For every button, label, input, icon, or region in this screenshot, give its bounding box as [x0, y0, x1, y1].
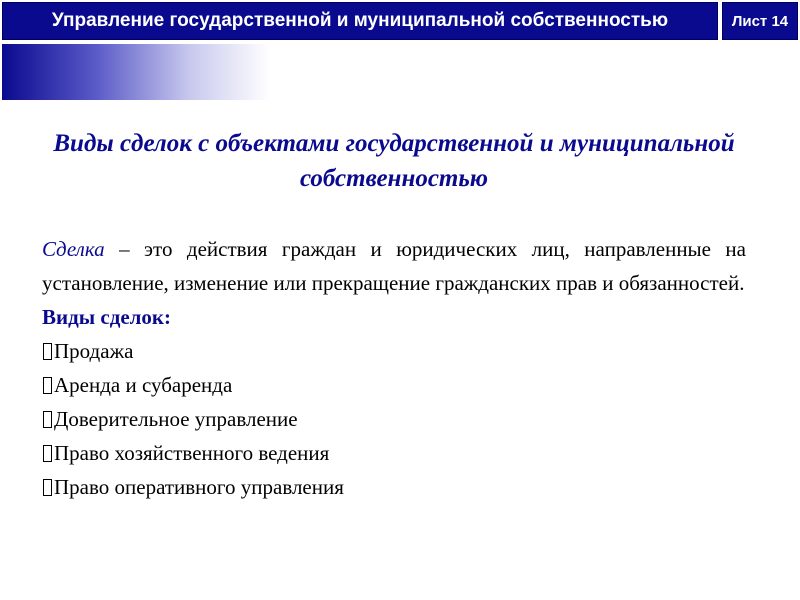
list-item-label: Доверительное управление [54, 407, 298, 431]
list-item-label: Право оперативного управления [54, 475, 344, 499]
square-bullet-icon [43, 411, 52, 428]
list-item [42, 334, 746, 368]
definition-paragraph [42, 232, 746, 300]
slide-content [42, 232, 746, 504]
definition-term: Сделка [42, 237, 105, 261]
list-item-label: Право хозяйственного ведения [54, 441, 330, 465]
list-item [42, 436, 746, 470]
slide-title: Виды сделок с объектами государственной и муниципальной собственностью [53, 130, 735, 192]
deal-types-list [42, 334, 746, 504]
square-bullet-icon [43, 343, 52, 360]
sheet-number-box [722, 2, 798, 40]
list-item-label: Продажа [54, 339, 134, 363]
sheet-number: Лист 14 [731, 12, 789, 30]
list-item [42, 368, 746, 402]
header-title: Управление государственной и муниципальной собственностью [51, 10, 669, 31]
square-bullet-icon [43, 479, 52, 496]
square-bullet-icon [43, 377, 52, 394]
list-item-label: Аренда и субаренда [54, 373, 233, 397]
definition-text: – это действия граждан и юридических лиц, направленные на установление, изменение или прекращение гражданских прав и обязанностей. [42, 237, 746, 295]
types-heading: Виды сделок: [42, 305, 172, 329]
decorative-gradient-bar [2, 44, 270, 100]
list-item [42, 470, 746, 504]
square-bullet-icon [43, 445, 52, 462]
list-item [42, 402, 746, 436]
header-title-bar [2, 2, 718, 40]
